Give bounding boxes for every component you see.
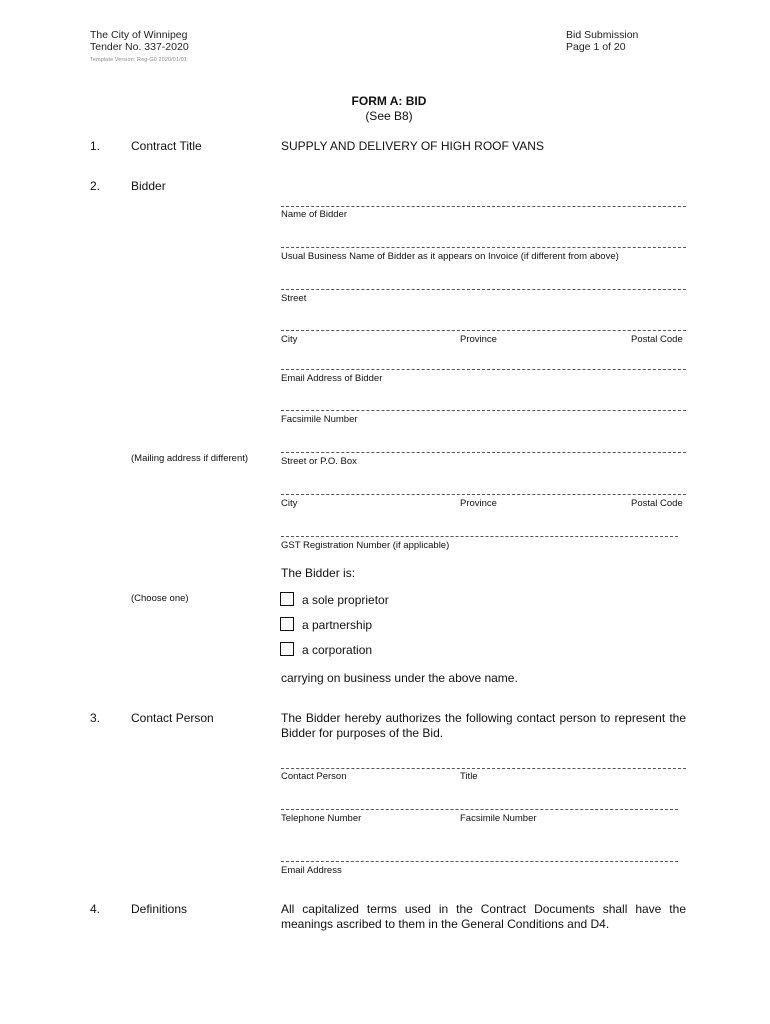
header-tender-number: Tender No. 337-2020: [90, 41, 189, 53]
city-label: City: [281, 334, 298, 345]
mailing-city-label: City: [281, 498, 298, 509]
contact-person-authorization-text: The Bidder hereby authorizes the following contact person to represent the Bidder for purposes of the Bid.: [281, 711, 686, 740]
contact-title-label: Title: [460, 771, 478, 782]
definitions-text: All capitalized terms used in the Contract Documents shall have the meanings ascribed to them in the General Conditions and D4.: [281, 902, 686, 931]
mailing-postal-code-label: Postal Code: [631, 498, 683, 509]
section-4-number: 4.: [90, 902, 101, 916]
form-subtitle: (See B8): [365, 109, 413, 123]
usual-business-name-label: Usual Business Name of Bidder as it appears on Invoice (if different from above): [281, 251, 619, 262]
sole-proprietor-label: a sole proprietor: [302, 593, 389, 607]
partnership-checkbox[interactable]: [280, 617, 294, 631]
contact-person-label: Contact Person: [281, 771, 347, 782]
header-page-number: Page 1 of 20: [566, 41, 626, 53]
telephone-line[interactable]: [281, 809, 678, 810]
corporation-checkbox[interactable]: [280, 642, 294, 656]
contract-title-value: SUPPLY AND DELIVERY OF HIGH ROOF VANS: [281, 139, 544, 153]
contact-email-label: Email Address: [281, 865, 342, 876]
street-line[interactable]: [281, 289, 686, 290]
section-3-number: 3.: [90, 711, 101, 725]
city-province-postal-line[interactable]: [281, 330, 686, 331]
postal-code-label: Postal Code: [631, 334, 683, 345]
partnership-label: a partnership: [302, 618, 373, 632]
header-doc-type: Bid Submission: [566, 29, 639, 41]
facsimile-label: Facsimile Number: [281, 414, 358, 425]
province-label: Province: [460, 334, 497, 345]
gst-line[interactable]: [281, 536, 678, 537]
name-of-bidder-label: Name of Bidder: [281, 209, 348, 220]
choose-one-note: (Choose one): [131, 593, 189, 604]
bidder-is-label: The Bidder is:: [281, 566, 356, 580]
form-title: FORM A: BID: [351, 94, 427, 108]
email-line[interactable]: [281, 369, 686, 370]
mailing-address-note: (Mailing address if different): [131, 453, 249, 464]
street-po-box-label: Street or P.O. Box: [281, 456, 357, 467]
sole-proprietor-checkbox[interactable]: [280, 592, 294, 606]
contact-fax-label: Facsimile Number: [460, 813, 537, 824]
template-version: Template Version: Reg-G0 2020/01/01: [90, 57, 188, 63]
corporation-label: a corporation: [302, 643, 373, 657]
mailing-province-label: Province: [460, 498, 497, 509]
facsimile-line[interactable]: [281, 410, 686, 411]
carrying-on-business-text: carrying on business under the above name.: [281, 671, 518, 685]
gst-label: GST Registration Number (if applicable): [281, 540, 450, 551]
contact-email-line[interactable]: [281, 861, 678, 862]
mailing-city-line[interactable]: [281, 494, 686, 495]
section-2-number: 2.: [90, 179, 101, 193]
contact-person-line[interactable]: [281, 768, 686, 769]
telephone-label: Telephone Number: [281, 813, 362, 824]
email-label: Email Address of Bidder: [281, 373, 383, 384]
section-3-label: Contact Person: [131, 711, 214, 725]
street-label: Street: [281, 293, 307, 304]
section-1-label: Contract Title: [131, 139, 202, 153]
usual-business-name-line[interactable]: [281, 247, 686, 248]
section-4-label: Definitions: [131, 902, 188, 916]
header-org: The City of Winnipeg: [90, 29, 188, 41]
section-1-number: 1.: [90, 139, 101, 153]
street-po-box-line[interactable]: [281, 452, 686, 453]
name-of-bidder-line[interactable]: [281, 206, 686, 207]
section-2-label: Bidder: [131, 179, 166, 193]
